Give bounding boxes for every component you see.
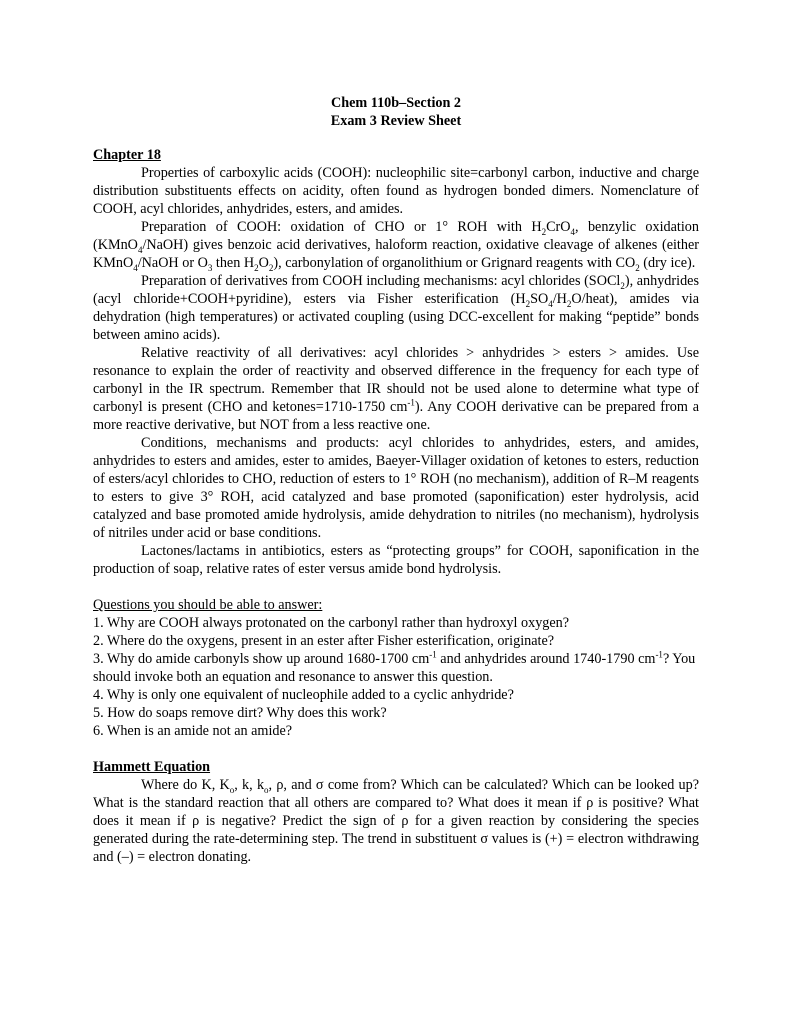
paragraph-cooh-preparation: Preparation of COOH: oxidation of CHO or 1° ROH with $H_2CrO_4$, benzylic oxidation (KMnO$_4$/NaOH) gives benzoic acid derivatives, haloform reaction, oxidative cleavage of alkenes (either KMnO$_4$/NaOH or $O_3$ then $H_2O_2$), carbonylation of organolithium or Grignard reagents with $CO_2$ (dry ice). [93,219,699,273]
paragraph-derivative-preparation: Preparation of derivatives from COOH including mechanisms: acyl chlorides (SOCl$_2$), anhydrides (acyl chloride+COOH+pyridine), esters via Fisher esterification $(H_2SO_4/H_2O/heat)$, amides via dehydration (high temperatures) or activated coupling (using DCC-excellent for making “peptide” bonds between amino acids). [93,273,699,343]
paragraph-hammett: Where do K, $K_o$, k, $k_o$, ρ, and σ come from? Which can be calculated? Which can be looked up? What is the standard reaction that all others are compared to? What does it mean if ρ is positive? What does it mean if ρ is negative? Predict the sign of ρ for a given reaction by considering the species generated during the rate-determining step. The trend in substituent σ values is (+) = electron withdrawing and (–) = electron donating. [93,777,700,865]
question-1: 1. Why are COOH always protonated on the carbonyl rather than hydroxyl oxygen? [93,615,570,631]
document-title: Exam 3 Review Sheet [330,113,462,129]
paragraph-carboxylic-properties: Properties of carboxylic acids (COOH): nucleophilic site=carbonyl carbon, inductive and charge distribution substituents effects on acidity, often found as hydrogen bonded dimers. Nomenclature of COOH, acyl chlorides, anhydrides, esters, and amides. [93,165,699,217]
question-5: 5. How do soaps remove dirt? Why does this work? [93,705,387,721]
question-6: 6. When is an amide not an amide? [93,723,293,739]
paragraph-lactones: Lactones/lactams in antibiotics, esters as “protecting groups” for COOH, saponification in the production of soap, relative rates of ester versus amide bond hydrolysis. [93,543,699,577]
hammett-heading: Hammett Equation [93,759,211,775]
paragraph-conditions-mechanisms: Conditions, mechanisms and products: acyl chlorides to anhydrides, esters, and amides, anhydrides to esters and amides, ester to amides, Baeyer-Villager oxidation of ketones to esters, reduction of esters/acyl chlorides to CHO, reduction of esters to 1° ROH (no mechanism), addition of R–M reagents to esters to give 3° ROH, acid catalyzed and base promoted (saponification) ester hydrolysis, acid catalyzed and base promoted amide hydrolysis, amide dehydration to nitriles (no mechanism), hydrolysis of nitriles under acid or base conditions. [93,435,699,541]
document-page [93,94,699,866]
question-3: 3. Why do amide carbonyls show up around 1680-1700 $cm^{-1}$ and anhydrides around 1740-1790 $cm^{-1}$? You should invoke both an equation and resonance to answer this question. [93,649,696,685]
chapter-heading: Chapter 18 [93,147,161,163]
question-4: 4. Why is only one equivalent of nucleophile added to a cyclic anhydride? [93,687,514,703]
course-title: Chem 110b–Section 2 [330,95,462,111]
questions-heading: Questions you should be able to answer: [93,597,323,613]
question-2: 2. Where do the oxygens, present in an ester after Fisher esterification, originate? [93,633,555,649]
paragraph-relative-reactivity: Relative reactivity of all derivatives: acyl chlorides > anhydrides > esters > amides. Use resonance to explain the order of reactivity and observed difference in the frequency for each type of carbonyl in the IR spectrum. Remember that IR should not be used alone to determine what type of carbonyl is present (CHO and ketones=1710-1750 $cm^{-1}$). Any COOH derivative can be prepared from a more reactive derivative, but NOT from a less reactive one. [93,345,699,433]
